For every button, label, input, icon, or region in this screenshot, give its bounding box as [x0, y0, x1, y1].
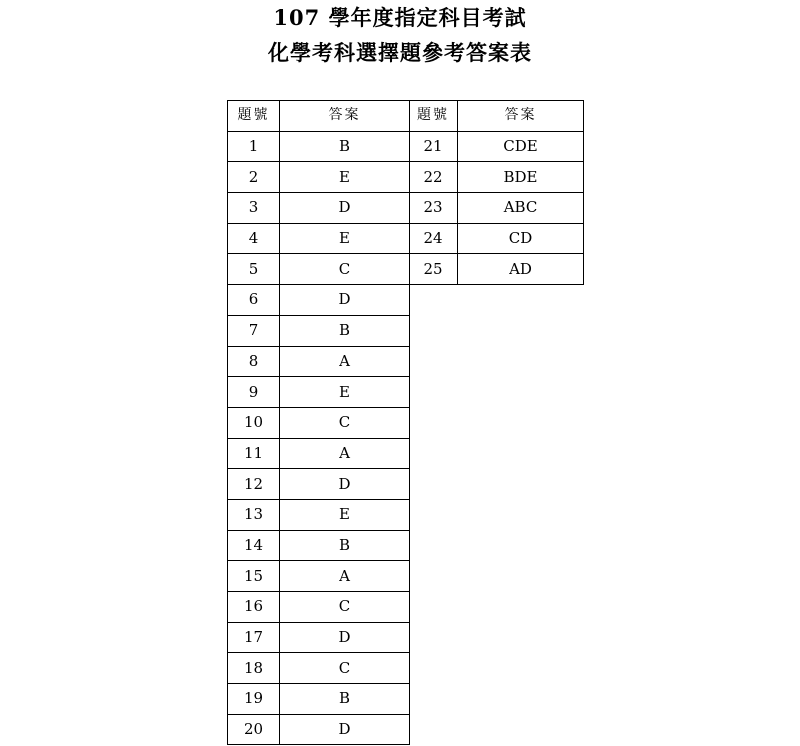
table-header-row: [228, 101, 410, 132]
table-row: [228, 315, 410, 346]
table-row: [228, 469, 410, 500]
question-number: 10: [228, 407, 280, 438]
table-row: [228, 162, 410, 193]
answer: E: [280, 162, 410, 193]
table-row: [228, 438, 410, 469]
document-subtitle: 化學考科選擇題參考答案表: [268, 40, 532, 65]
question-number: 4: [228, 223, 280, 254]
table-row: [228, 254, 410, 285]
question-number: 15: [228, 561, 280, 592]
question-number: 9: [228, 377, 280, 408]
answer: C: [280, 407, 410, 438]
answer: D: [280, 622, 410, 653]
question-number: 3: [228, 193, 280, 224]
answer: E: [280, 223, 410, 254]
question-number: 22: [409, 162, 458, 193]
answer: D: [280, 469, 410, 500]
table-row: [228, 684, 410, 715]
table-row: [228, 131, 410, 162]
question-number: 2: [228, 162, 280, 193]
table-row: [409, 254, 584, 285]
answer: A: [280, 561, 410, 592]
answer: E: [280, 499, 410, 530]
header-answer: 答案: [280, 101, 410, 132]
answer: BDE: [458, 162, 584, 193]
table-row: [228, 653, 410, 684]
answer: A: [280, 346, 410, 377]
answer: B: [280, 131, 410, 162]
answer: CDE: [458, 131, 584, 162]
question-number: 6: [228, 285, 280, 316]
question-number: 19: [228, 684, 280, 715]
answer: CD: [458, 223, 584, 254]
table-row: [228, 193, 410, 224]
answer: B: [280, 684, 410, 715]
answer: C: [280, 592, 410, 623]
answer-table-left: [227, 100, 410, 745]
table-row: [228, 223, 410, 254]
question-number: 13: [228, 499, 280, 530]
header-question-number: 題號: [409, 101, 458, 132]
answer: C: [280, 653, 410, 684]
answer: AD: [458, 254, 584, 285]
question-number: 7: [228, 315, 280, 346]
table-row: [228, 714, 410, 745]
table-row: [409, 162, 584, 193]
table-row: [409, 223, 584, 254]
table-row: [228, 285, 410, 316]
answer-table-right: [409, 100, 584, 285]
table-row: [228, 561, 410, 592]
question-number: 8: [228, 346, 280, 377]
answer: B: [280, 530, 410, 561]
question-number: 17: [228, 622, 280, 653]
question-number: 5: [228, 254, 280, 285]
table-row: [228, 530, 410, 561]
answer: D: [280, 714, 410, 745]
question-number: 11: [228, 438, 280, 469]
question-number: 25: [409, 254, 458, 285]
table-row: [228, 499, 410, 530]
answer: D: [280, 193, 410, 224]
table-row: [228, 622, 410, 653]
answer: ABC: [458, 193, 584, 224]
document-title: 107 學年度指定科目考試: [273, 5, 527, 30]
question-number: 23: [409, 193, 458, 224]
answer: B: [280, 315, 410, 346]
table-row: [228, 592, 410, 623]
table-row: [409, 193, 584, 224]
question-number: 20: [228, 714, 280, 745]
question-number: 24: [409, 223, 458, 254]
table-row: [409, 131, 584, 162]
answer: C: [280, 254, 410, 285]
header-answer: 答案: [458, 101, 584, 132]
table-row: [228, 377, 410, 408]
answer: D: [280, 285, 410, 316]
question-number: 1: [228, 131, 280, 162]
question-number: 16: [228, 592, 280, 623]
question-number: 18: [228, 653, 280, 684]
question-number: 12: [228, 469, 280, 500]
table-row: [228, 407, 410, 438]
table-header-row: [409, 101, 584, 132]
answer: A: [280, 438, 410, 469]
question-number: 21: [409, 131, 458, 162]
question-number: 14: [228, 530, 280, 561]
answer: E: [280, 377, 410, 408]
header-question-number: 題號: [228, 101, 280, 132]
table-row: [228, 346, 410, 377]
